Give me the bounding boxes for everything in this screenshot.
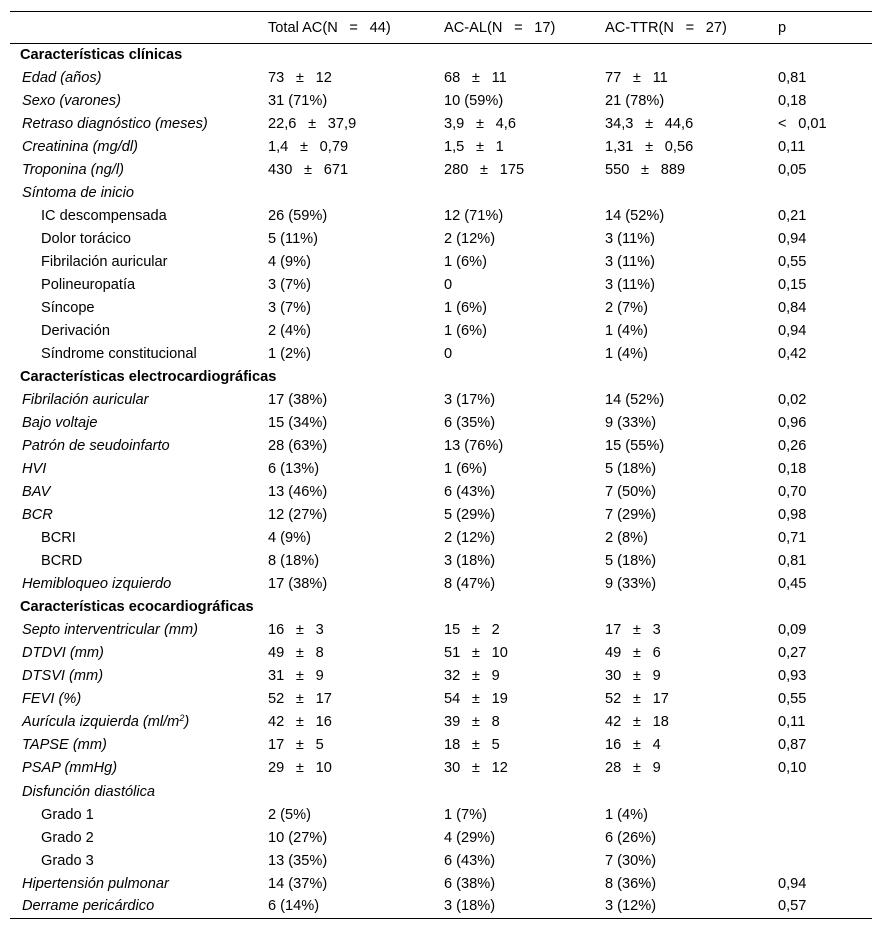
table-row (10, 136, 872, 159)
cell-ttr: 21 (78%) (605, 93, 665, 110)
table-row (10, 826, 872, 849)
cell-al: 0 (444, 346, 453, 363)
cell-ttr: 3 (11%) (605, 277, 656, 294)
row-label: Fibrilación auricular (22, 392, 149, 409)
cell-p: 0,05 (778, 162, 807, 179)
cell-al: 18 ± 5 (444, 737, 500, 754)
section-title-clinical: Características clínicas (20, 47, 183, 64)
cell-al: 1 (6%) (444, 461, 487, 478)
cell-total: 17 (38%) (268, 392, 328, 409)
cell-al: 1 (6%) (444, 323, 487, 340)
table-row (10, 274, 872, 297)
cell-ttr: 16 ± 4 (605, 737, 661, 754)
cell-al: 6 (35%) (444, 415, 496, 432)
row-label: BAV (22, 484, 51, 501)
row-label: Sexo (varones) (22, 93, 121, 110)
section-row-ecg (10, 366, 872, 389)
cell-total: 8 (18%) (268, 553, 320, 570)
cell-p: 0,11 (778, 714, 806, 731)
cell-al: 3 (17%) (444, 392, 496, 409)
cell-total: 5 (11%) (268, 231, 319, 248)
cell-al: 5 (29%) (444, 507, 496, 524)
characteristics-table (10, 11, 872, 919)
cell-al: 3 (18%) (432, 895, 593, 918)
cell-total: 29 ± 10 (268, 760, 332, 777)
row-label: Síndrome constitucional (41, 346, 197, 363)
cell-ttr (593, 780, 766, 803)
row-label: Disfunción diastólica (22, 783, 156, 800)
cell-p (766, 780, 872, 803)
header-p: p (766, 12, 872, 44)
cell-p (766, 849, 872, 872)
row-label: IC descompensada (41, 208, 167, 225)
table-row (10, 665, 872, 688)
cell-total: 430 ± 671 (268, 162, 349, 179)
cell-p: 0,18 (778, 93, 807, 110)
row-label: HVI (22, 461, 47, 478)
cell-p: 0,70 (778, 484, 807, 501)
table-row (10, 550, 872, 573)
row-label: FEVI (%) (22, 691, 82, 708)
cell-p: 0,15 (778, 277, 807, 294)
row-label-text: Aurícula izquierda (ml/m (22, 714, 180, 731)
cell-ttr: 28 ± 9 (605, 760, 661, 777)
cell-total: 42 ± 16 (268, 714, 332, 731)
cell-ttr: 8 (36%) (605, 875, 657, 892)
cell-ttr: 1 (4%) (605, 806, 648, 823)
cell-al: 68 ± 11 (444, 70, 507, 87)
cell-ttr: 2 (8%) (605, 530, 648, 547)
cell-ttr: 77 ± 11 (605, 70, 668, 87)
table-row (10, 458, 872, 481)
section-title-echo: Características ecocardiográficas (20, 599, 254, 616)
cell-total: 1 (2%) (268, 346, 311, 363)
cell-p: 0,02 (778, 392, 807, 409)
cell-ttr: 9 (33%) (605, 415, 657, 432)
row-label: Polineuropatía (41, 277, 136, 294)
cell-total: 31 (71%) (268, 93, 328, 110)
row-label: Hemibloqueo izquierdo (22, 576, 172, 593)
cell-ttr: 5 (18%) (605, 461, 657, 478)
table-row (10, 849, 872, 872)
row-label: BCR (22, 507, 53, 524)
section-row-echo (10, 596, 872, 619)
row-label: Hipertensión pulmonar (22, 875, 169, 892)
cell-total: 14 (37%) (268, 875, 328, 892)
cell-ttr: 550 ± 889 (605, 162, 686, 179)
cell-al: 15 ± 2 (444, 622, 500, 639)
row-label: Grado 2 (41, 829, 94, 846)
cell-total: 52 ± 17 (268, 691, 332, 708)
cell-total: 2 (5%) (268, 806, 311, 823)
cell-total: 31 ± 9 (268, 668, 324, 685)
cell-total: 1,4 ± 0,79 (268, 139, 349, 156)
cell-total: 12 (27%) (268, 507, 328, 524)
cell-al: 51 ± 10 (444, 645, 508, 662)
cell-al: 3,9 ± 4,6 (444, 116, 516, 133)
table-row (10, 297, 872, 320)
cell-p: 0,42 (778, 346, 807, 363)
cell-ttr: 2 (7%) (605, 300, 648, 317)
row-label: BCRD (41, 553, 83, 570)
cell-ttr: 14 (52%) (605, 392, 665, 409)
row-label: TAPSE (mm) (22, 737, 107, 754)
table-row (10, 435, 872, 458)
cell-ttr: 1,31 ± 0,56 (605, 139, 694, 156)
cell-al: 10 (59%) (444, 93, 504, 110)
cell-ttr: 34,3 ± 44,6 (605, 116, 694, 133)
table-row (10, 182, 872, 205)
cell-total: 22,6 ± 37,9 (268, 116, 357, 133)
cell-ttr: 3 (11%) (605, 231, 656, 248)
row-label: Septo interventricular (mm) (22, 622, 198, 639)
cell-total: 2 (4%) (268, 323, 311, 340)
cell-ttr: 7 (30%) (605, 852, 657, 869)
table-row (10, 412, 872, 435)
section-row-clinical (10, 44, 872, 67)
cell-p: 0,18 (778, 461, 807, 478)
row-label: Grado 3 (41, 852, 94, 869)
row-label: DTSVI (mm) (22, 668, 104, 685)
table-row (10, 757, 872, 780)
cell-p: 0,45 (778, 576, 807, 593)
cell-p: 0,93 (778, 668, 807, 685)
cell-ttr (593, 182, 766, 205)
table-row (10, 872, 872, 895)
row-label: Grado 1 (41, 806, 94, 823)
row-label: PSAP (mmHg) (22, 760, 118, 777)
cell-total: 17 ± 5 (268, 737, 324, 754)
table-row (10, 527, 872, 550)
cell-al: 4 (29%) (444, 829, 496, 846)
cell-al: 2 (12%) (444, 530, 496, 547)
cell-total: 4 (9%) (268, 254, 311, 271)
row-label: Bajo voltaje (22, 415, 98, 432)
cell-total: 49 ± 8 (268, 645, 324, 662)
cell-p: 0,55 (778, 691, 807, 708)
row-label: Fibrilación auricular (41, 254, 168, 271)
superscript: 2 (179, 713, 185, 724)
row-label: Patrón de seudoinfarto (22, 438, 170, 455)
row-label: Troponina (ng/l) (22, 162, 124, 179)
cell-total: 15 (34%) (268, 415, 328, 432)
cell-al: 39 ± 8 (444, 714, 500, 731)
row-label: DTDVI (mm) (22, 645, 104, 662)
cell-ttr: 14 (52%) (605, 208, 665, 225)
row-label (10, 711, 256, 734)
cell-p (766, 182, 872, 205)
table-row (10, 504, 872, 527)
cell-al: 30 ± 12 (444, 760, 508, 777)
cell-total: 4 (9%) (268, 530, 311, 547)
table-row (10, 389, 872, 412)
table-row (10, 159, 872, 182)
table-row (10, 734, 872, 757)
header-blank (10, 12, 256, 44)
cell-al (432, 780, 593, 803)
cell-p: 0,84 (778, 300, 807, 317)
cell-p: 0,81 (778, 70, 807, 87)
cell-p: 0,10 (778, 760, 807, 777)
cell-p (766, 803, 872, 826)
cell-p: 0,71 (778, 530, 807, 547)
row-label: Derrame pericárdico (10, 895, 256, 918)
cell-ttr: 7 (29%) (605, 507, 657, 524)
cell-total: 73 ± 12 (268, 70, 332, 87)
cell-p: 0,87 (778, 737, 807, 754)
cell-ttr: 3 (11%) (605, 254, 656, 271)
cell-al: 32 ± 9 (444, 668, 500, 685)
cell-al: 6 (38%) (444, 875, 496, 892)
table-row (10, 688, 872, 711)
cell-total: 26 (59%) (268, 208, 328, 225)
cell-al: 1,5 ± 1 (444, 139, 504, 156)
header-ttr: AC-TTR(N = 27) (593, 12, 766, 44)
row-label: Síntoma de inicio (22, 185, 134, 202)
cell-p (766, 826, 872, 849)
table-row (10, 642, 872, 665)
cell-p: 0,81 (778, 553, 807, 570)
table-row (10, 780, 872, 803)
cell-total: 13 (35%) (268, 852, 328, 869)
cell-al: 280 ± 175 (444, 162, 525, 179)
table-row (10, 113, 872, 136)
cell-total: 6 (13%) (268, 461, 320, 478)
cell-al: 6 (43%) (444, 852, 496, 869)
cell-p: 0,26 (778, 438, 807, 455)
table-row (10, 343, 872, 366)
cell-ttr: 30 ± 9 (605, 668, 661, 685)
header-row (10, 12, 872, 44)
table-row (10, 573, 872, 596)
row-label: Síncope (41, 300, 95, 317)
table-row (10, 251, 872, 274)
cell-al: 13 (76%) (444, 438, 504, 455)
cell-al: 1 (7%) (444, 806, 487, 823)
table-row (10, 67, 872, 90)
cell-p: 0,94 (778, 875, 807, 892)
row-label: Dolor torácico (41, 231, 132, 248)
cell-al: 8 (47%) (444, 576, 496, 593)
cell-ttr: 7 (50%) (605, 484, 657, 501)
cell-ttr: 17 ± 3 (605, 622, 661, 639)
cell-ttr: 3 (12%) (593, 895, 766, 918)
cell-total: 3 (7%) (268, 300, 311, 317)
cell-total: 3 (7%) (268, 277, 311, 294)
row-label: Edad (años) (22, 70, 102, 87)
table-row (10, 895, 872, 918)
cell-total: 10 (27%) (268, 829, 328, 846)
table-row (10, 481, 872, 504)
cell-al: 3 (18%) (444, 553, 496, 570)
cell-al: 12 (71%) (444, 208, 504, 225)
row-label: Derivación (41, 323, 110, 340)
cell-p: < 0,01 (778, 116, 827, 133)
header-al: AC-AL(N = 17) (432, 12, 593, 44)
cell-total: 28 (63%) (268, 438, 328, 455)
cell-ttr: 52 ± 17 (605, 691, 669, 708)
cell-total: 6 (14%) (256, 895, 432, 918)
table-row (10, 228, 872, 251)
cell-al (432, 182, 593, 205)
cell-al: 1 (6%) (444, 300, 487, 317)
row-label: BCRI (41, 530, 76, 547)
cell-p: 0,94 (778, 323, 807, 340)
table-row (10, 320, 872, 343)
cell-p: 0,94 (778, 231, 807, 248)
cell-al: 54 ± 19 (444, 691, 508, 708)
cell-ttr: 1 (4%) (605, 323, 648, 340)
cell-ttr: 49 ± 6 (605, 645, 661, 662)
cell-total: 17 (38%) (268, 576, 328, 593)
cell-ttr: 5 (18%) (605, 553, 657, 570)
cell-p: 0,09 (778, 622, 807, 639)
cell-ttr: 42 ± 18 (605, 714, 669, 731)
row-label: Retraso diagnóstico (meses) (22, 116, 208, 133)
cell-al: 0 (444, 277, 453, 294)
cell-p: 0,57 (766, 895, 872, 918)
cell-ttr: 6 (26%) (605, 829, 657, 846)
cell-p: 0,27 (778, 645, 807, 662)
cell-p: 0,98 (778, 507, 807, 524)
header-total: Total AC(N = 44) (256, 12, 432, 44)
table-row (10, 619, 872, 642)
cell-al: 2 (12%) (444, 231, 496, 248)
cell-p: 0,11 (778, 139, 806, 156)
cell-ttr: 9 (33%) (605, 576, 657, 593)
cell-p: 0,21 (778, 208, 807, 225)
cell-p: 0,55 (778, 254, 807, 271)
cell-total: 13 (46%) (268, 484, 328, 501)
cell-total: 16 ± 3 (268, 622, 324, 639)
cell-ttr: 15 (55%) (605, 438, 665, 455)
cell-p: 0,96 (778, 415, 807, 432)
row-label-close: ) (184, 714, 190, 731)
section-title-ecg: Características electrocardiográficas (20, 369, 277, 386)
cell-total (256, 780, 432, 803)
table-row (10, 205, 872, 228)
table-row (10, 711, 872, 734)
cell-al: 1 (6%) (444, 254, 487, 271)
cell-total (256, 182, 432, 205)
row-label: Creatinina (mg/dl) (22, 139, 138, 156)
table-row (10, 90, 872, 113)
table-row (10, 803, 872, 826)
cell-ttr: 1 (4%) (605, 346, 648, 363)
cell-al: 6 (43%) (444, 484, 496, 501)
